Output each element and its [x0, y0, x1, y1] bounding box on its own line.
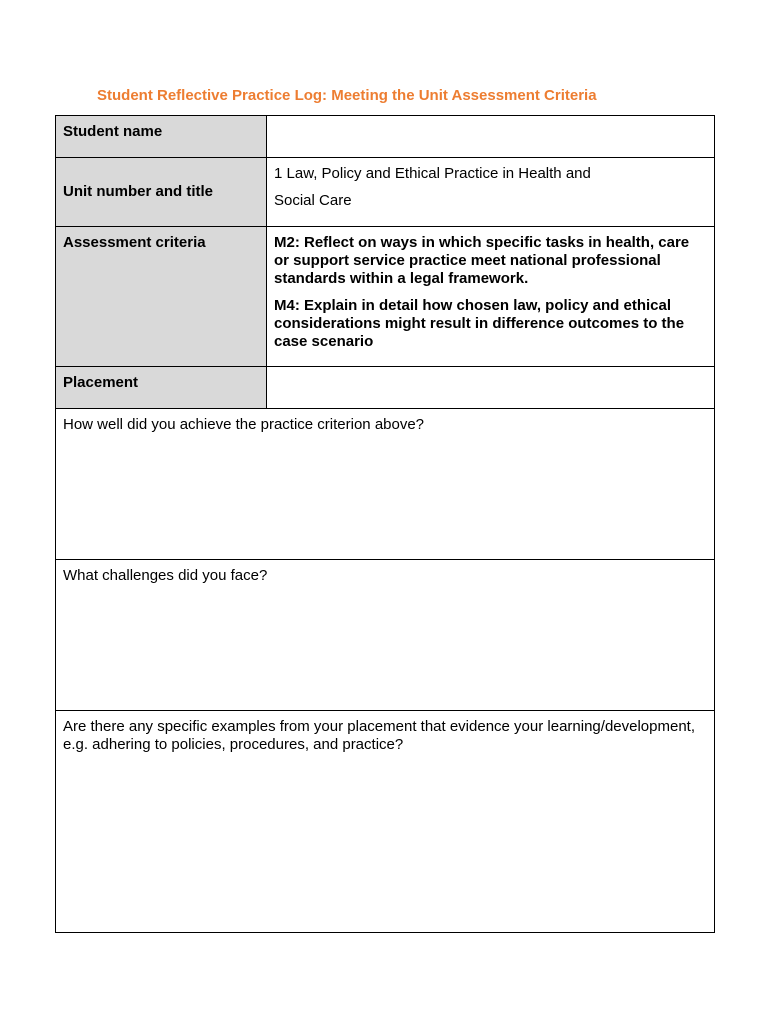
- question-examples: Are there any specific examples from your placement that evidence your learning/development, e.g. adhering to policies, procedures, and practice?: [63, 718, 695, 753]
- question-achievement-box[interactable]: [56, 409, 715, 560]
- reflective-log-table: [55, 115, 715, 933]
- assessment-criteria-field[interactable]: [267, 227, 715, 367]
- row-question-challenges: [56, 560, 715, 711]
- row-student-name: [56, 116, 715, 158]
- unit-title-line1: 1 Law, Policy and Ethical Practice in Health and: [274, 165, 591, 182]
- row-question-examples: [56, 711, 715, 933]
- unit-field[interactable]: [267, 158, 715, 227]
- question-challenges-box[interactable]: [56, 560, 715, 711]
- placement-field[interactable]: [267, 367, 715, 409]
- unit-label: Unit number and title: [56, 158, 267, 227]
- question-examples-box[interactable]: [56, 711, 715, 933]
- question-challenges: What challenges did you face?: [63, 567, 268, 584]
- assessment-criteria-label: Assessment criteria: [56, 227, 267, 367]
- unit-title-line2: Social Care: [274, 192, 352, 209]
- student-name-label: Student name: [56, 116, 267, 158]
- question-achievement: How well did you achieve the practice criterion above?: [63, 416, 425, 433]
- placement-label: Placement: [56, 367, 267, 409]
- page-title: Student Reflective Practice Log: Meeting the Unit Assessment Criteria: [97, 87, 597, 104]
- row-question-achievement: [56, 409, 715, 560]
- row-unit: [56, 158, 715, 227]
- criterion-m4: M4: Explain in detail how chosen law, policy and ethical considerations might result in difference outcomes to the case scenario: [274, 297, 685, 350]
- row-assessment-criteria: [56, 227, 715, 367]
- student-name-field[interactable]: [267, 116, 715, 158]
- criterion-m2: M2: Reflect on ways in which specific tasks in health, care or support service practice meet national professional standards within a legal framework.: [274, 234, 690, 287]
- row-placement: [56, 367, 715, 409]
